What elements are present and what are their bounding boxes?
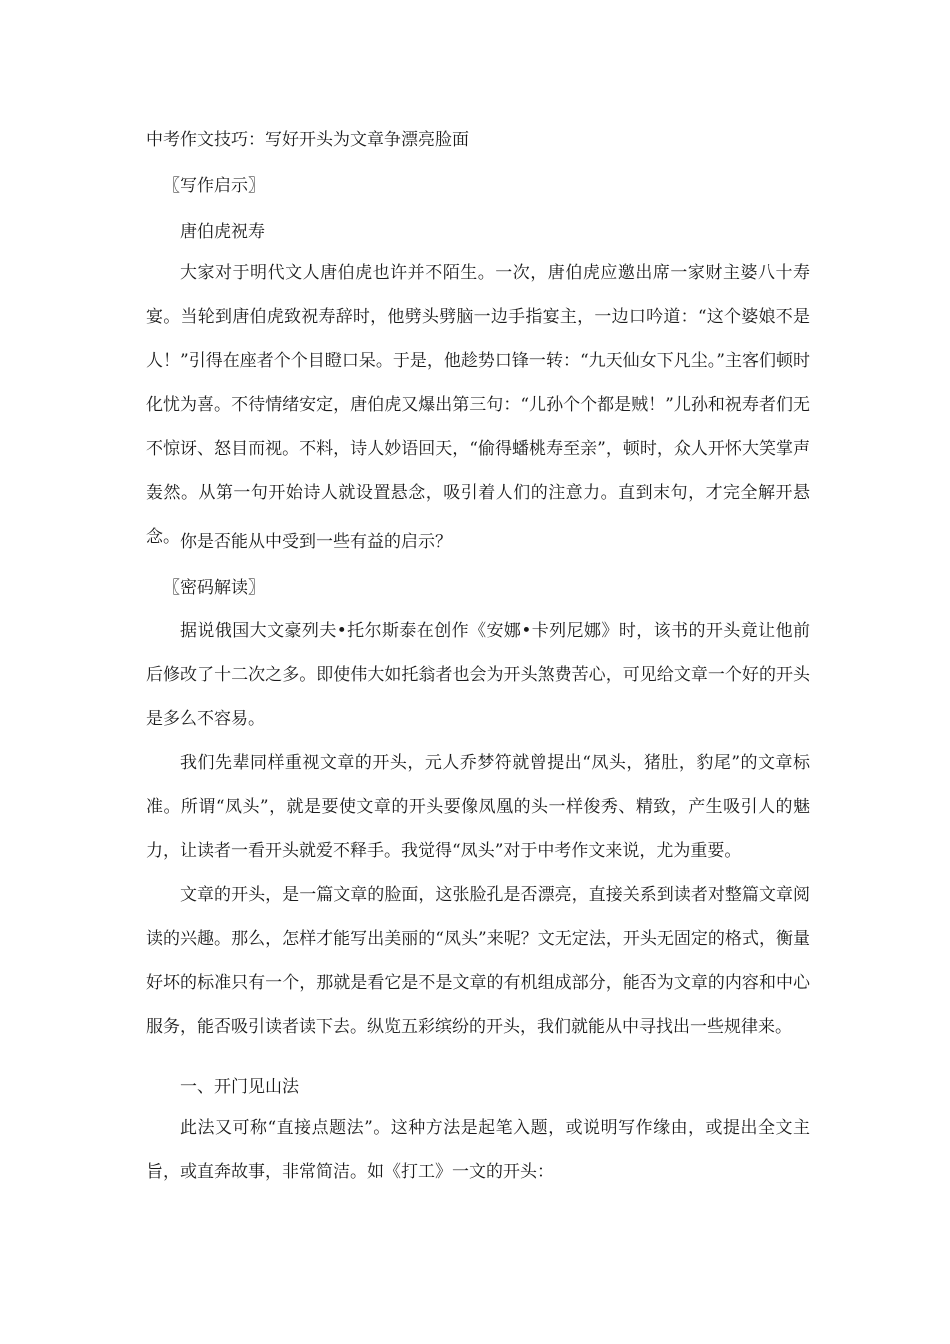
section-heading-writing-inspiration: 〖写作启示〗 [163, 176, 265, 196]
section-heading-method-one: 一、开门见山法 [180, 1077, 299, 1097]
paragraph-opening-face: 文章的开头，是一篇文章的脸面，这张脸孔是否漂亮，直接关系到读者对整篇文章阅读的兴趣。那么，怎样才能写出美丽的“凤头”来呢？文无定法，开头无固定的格式，衡量好坏的标准只有一个，那就是看它是不是文章的有机组成部分，能否为文章的内容和中心服务，能否吸引读者读下去。纵览五彩缤纷的开头，我们就能从中寻找出一些规律来。 [146, 885, 810, 1037]
paragraph-direct-method: 此法又可称“直接点题法”。这种方法是起笔入题，或说明写作缘由，或提出全文主旨，或直奔故事，非常简洁。如《打工》一文的开头： [146, 1118, 810, 1182]
question-line: 你是否能从中受到一些有益的启示？ [180, 532, 452, 552]
story-title: 唐伯虎祝寿 [180, 222, 265, 242]
story-paragraph: 大家对于明代文人唐伯虎也许并不陌生。一次，唐伯虎应邀出席一家财主婆八十寿宴。当轮到唐伯虎致祝寿辞时，他劈头劈脑一边手指宴主，一边口吟道：“这个婆娘不是人！”引得在座者个个目瞪口呆。于是，他趁势口锋一转：“九天仙女下凡尘。”主客们顿时化忧为喜。不待情绪安定，唐伯虎又爆出第三句：“儿孙个个都是贼！”儿孙和祝寿者们无不惊讶、怒目而视。不料，诗人妙语回天，“偷得蟠桃寿至亲”，顿时，众人开怀大笑掌声轰然。从第一句开始诗人就设置悬念，吸引着人们的注意力。直到末句，才完全解开悬念。 [146, 263, 810, 547]
section-heading-code-interpretation: 〖密码解读〗 [163, 578, 265, 598]
paragraph-phoenix-head: 我们先辈同样重视文章的开头，元人乔梦符就曾提出“凤头，猪肚，豹尾”的文章标准。所谓“凤头”，就是要使文章的开头要像凤凰的头一样俊秀、精致，产生吸引人的魅力，让读者一看开头就爱不释手。我觉得“凤头”对于中考作文来说，尤为重要。 [146, 753, 810, 861]
paragraph-tolstoy: 据说俄国大文豪列夫•托尔斯泰在创作《安娜•卡列尼娜》时，该书的开头竟让他前后修改了十二次之多。即使伟大如托翁者也会为开头煞费苦心，可见给文章一个好的开头是多么不容易。 [146, 621, 810, 729]
document-title: 中考作文技巧：写好开头为文章争漂亮脸面 [146, 130, 469, 150]
